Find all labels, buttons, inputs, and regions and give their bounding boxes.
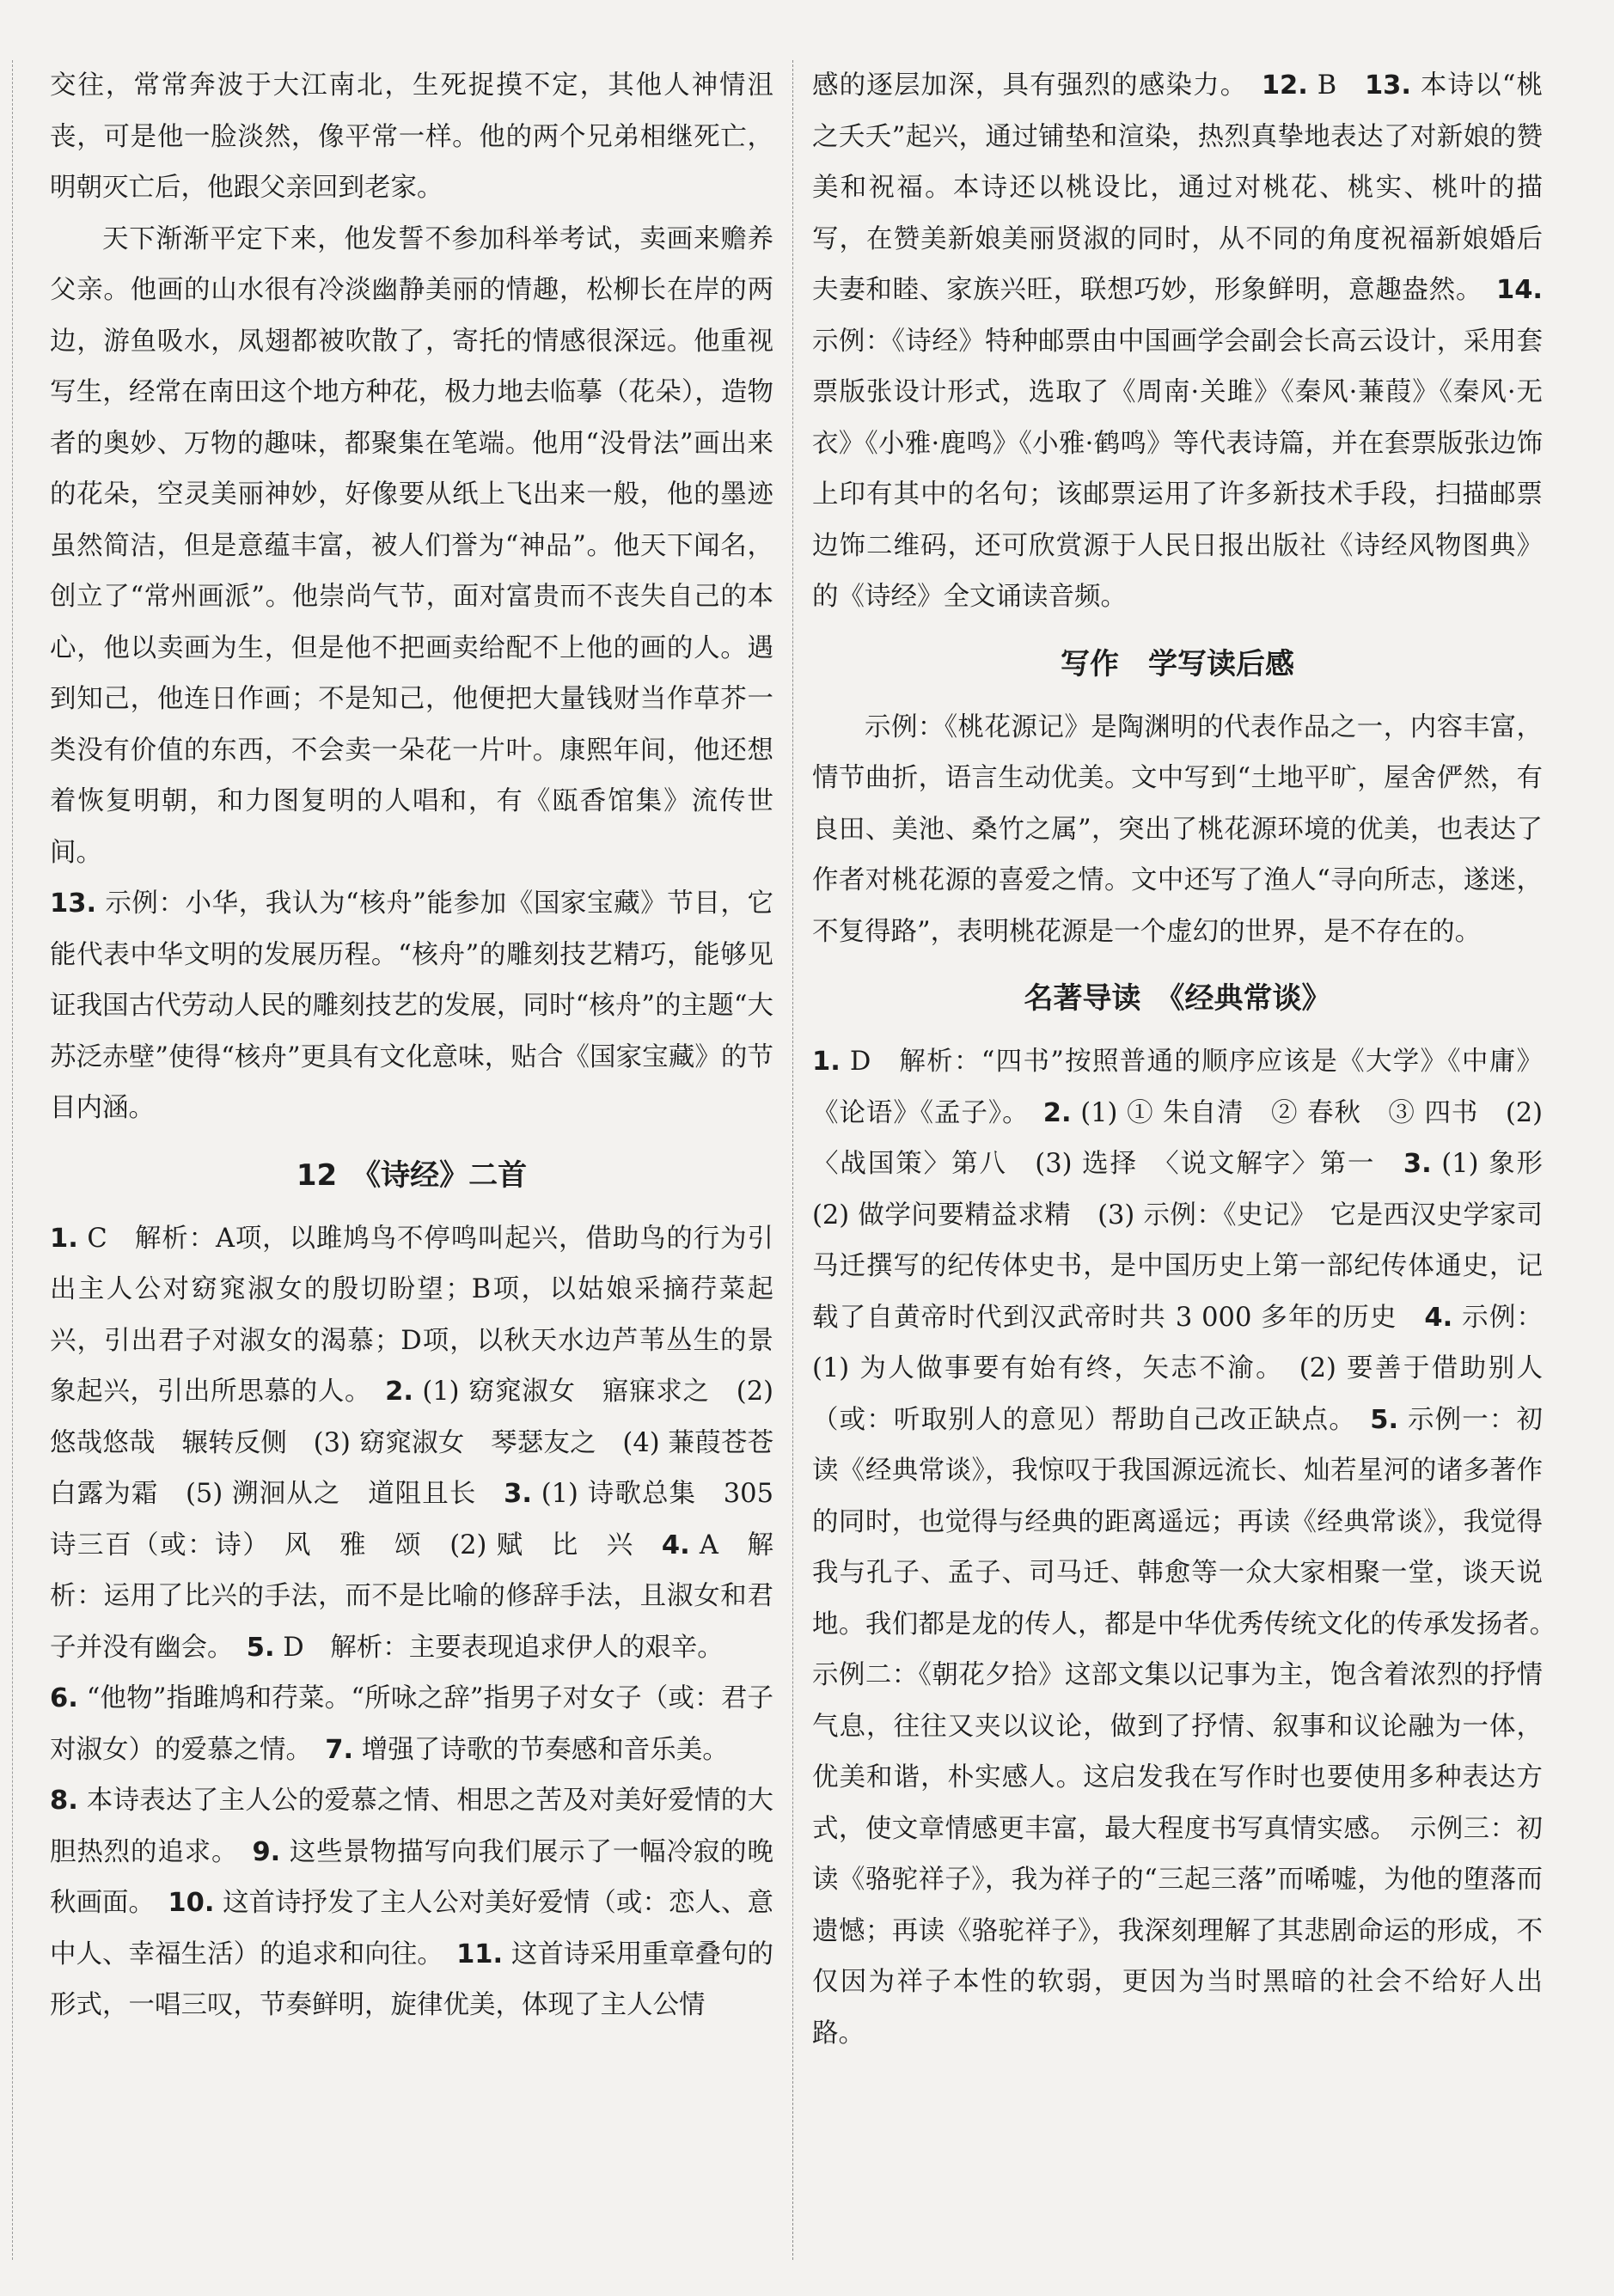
answer-number: 3. [504, 1479, 532, 1509]
answer-number: 2. [385, 1377, 413, 1407]
answer-number: 4. [1424, 1302, 1453, 1333]
answer-text: 示例：《诗经》特种邮票由中国画学会副会长高云设计，采用套票版张设计形式，选取了《周南·关雎》《秦风·蒹葭》《秦风·无衣》《小雅·鹿鸣》《小雅·鹤鸣》等代表诗篇，并在套票版张边饰上印有其中的名句；该邮票运用了许多新技术手段，扫描邮票边饰二维码，还可欣赏源于人民日报出版社《诗经风物图典》的《诗经》全文诵读音频。 [812, 326, 1543, 612]
answer-number: 14. [1495, 275, 1544, 305]
answer-number: 13. [50, 888, 97, 919]
left-margin-line [12, 60, 13, 2260]
answer-text: C 解析：A项，以雎鸠鸟不停鸣叫起兴，借助鸟的行为引出主人公对窈窕淑女的殷切盼望；B项，以姑娘采摘荇菜起兴，引出君子对淑女的渴慕；D项，以秋天水边芦苇丛生的景象起兴，引出所思慕的人。 [50, 1223, 773, 1407]
section-heading-classics: 名著导读 《经典常谈》 [1024, 981, 1331, 1016]
answer-number: 1. [812, 1047, 841, 1077]
answer-number: 12. [1261, 70, 1308, 101]
answer-text: (1) 窈窕淑女 寤寐求之 (2) 悠哉悠哉 辗转反侧 (3) 窈窕淑女 琴瑟友之 (4) 蒹葭苍苍 白露为霜 (5) 溯洄从之 道阻且长 [50, 1377, 800, 1509]
translation-paragraph-2: 天下渐渐平定下来，他发誓不参加科举考试，卖画来赡养父亲。他画的山水很有冷淡幽静美丽的情趣，松柳长在岸的两边，游鱼吸水，凤翅都被吹散了，寄托的情感很深远。他重视写生，经常在南田这个地方种花，极力地去临摹（花朵），造物者的奥妙、万物的趣味，都聚集在笔端。他用“没骨法”画出来的花朵，空灵美丽神妙，好像要从纸上飞出来一般，他的墨迹虽然简洁，但是意蕴丰富，被人们誉为“神品”。他天下闻名，创立了“常州画派”。他崇尚气节，面对富贵而不丧失自己的本心，他以卖画为生，但是他不把画卖给配不上他的画的人。遇到知己，他连日作画；不是知己，他便把大量钱财当作草芥一类没有价值的东西，不会卖一朵花一片叶。康熙年间，他还想着恢复明朝，和力图复明的人唱和，有《瓯香馆集》流传世间。 [50, 223, 773, 868]
answer-text: D 解析：“四书”按照普通的顺序应该是《大学》《中庸》《论语》《孟子》。 [812, 1047, 1543, 1128]
answer-number: 3. [1403, 1149, 1432, 1179]
answer-text: 示例：小华，我认为“核舟”能参加《国家宝藏》节目，它能代表中华文明的发展历程。“核舟”的雕刻技艺精巧，能够见证我国古代劳动人民的雕刻技艺的发展，同时“核舟”的主题“大苏泛赤壁”使得“核舟”更具有文化意味，贴合《国家宝藏》的节目内涵。 [50, 888, 773, 1123]
answer-number: 6. [50, 1683, 78, 1713]
answer-text: A 解析：运用了比兴的手法，而不是比喻的修辞手法，且淑女和君子并没有幽会。 [50, 1530, 774, 1663]
answer-text: D 解析：主要表现追求伊人的艰辛。 [283, 1632, 724, 1663]
translation-paragraph-1: 交往，常常奔波于大江南北，生死捉摸不定，其他人神情沮丧，可是他一脸淡然，像平常一样。他的两个兄弟相继死亡，明朝灭亡后，他跟父亲回到老家。 [50, 70, 773, 203]
answers-11-14 [812, 60, 1543, 623]
answer-text: B [1317, 70, 1337, 101]
left-column [50, 60, 800, 2031]
answer-number: 4. [661, 1530, 690, 1560]
answer-text: 本诗以“桃之夭夭”起兴，通过铺垫和渲染，热烈真挚地表达了对新娘的赞美和祝福。本诗还以桃设比，通过对桃花、桃实、桃叶的描写，在赞美新娘美丽贤淑的同时，从不同的角度祝福新娘婚后夫妻和睦、家族兴旺，联想巧妙，形象鲜明，意趣盎然。 [812, 70, 1544, 305]
answer-text: (1) 象形 (2) 做学问要精益求精 (3) 示例：《史记》 它是西汉史学家司马迁撰写的纪传体史书，是中国历史上第一部纪传体通史，记载了自黄帝时代到汉武帝时共 3 000 多年的历史 [812, 1149, 1569, 1333]
answer-number: 5. [1370, 1404, 1399, 1435]
answer-text: 感的逐层加深，具有强烈的感染力。 [812, 70, 1235, 101]
answer-text: (1) 诗歌总集 305 诗三百（或：诗） 风 雅 颂 (2) 赋 比 兴 [50, 1479, 800, 1560]
answer-text: 增强了诗歌的节奏感和音乐美。 [361, 1734, 729, 1765]
classics-answers [812, 1036, 1569, 2059]
answers-6-7 [50, 1673, 773, 1775]
section-heading-shijing: 12 《诗经》二首 [296, 1157, 528, 1193]
answer-number: 11. [456, 1939, 504, 1969]
answer-number: 2. [1042, 1097, 1072, 1128]
answer-number: 10. [168, 1888, 215, 1918]
answers-1-5 [50, 1213, 800, 1674]
writing-sample: 示例：《桃花源记》是陶渊明的代表作品之一，内容丰富，情节曲折，语言生动优美。文中写到“土地平旷，屋舍俨然，有良田、美池、桑竹之属”，突出了桃花源环境的优美，也表达了作者对桃花源的喜爱之情。文中还写了渔人“寻向所志，遂迷，不复得路”，表明桃花源是一个虚幻的世界，是不存在的。 [812, 711, 1543, 947]
answer-text: 这首诗采用重章叠句的形式，一唱三叹，节奏鲜明，旋律优美，体现了主人公情 [50, 1939, 774, 2020]
answer-text: (1) ① 朱自清 ② 春秋 ③ 四书 (2)〈战国策〉第八 (3) 选择 〈说文解字〉第一 [812, 1097, 1544, 1179]
answer-number: 7. [325, 1734, 354, 1765]
column-divider [792, 60, 793, 2260]
answer-13 [50, 878, 773, 1134]
answers-8-11 [50, 1775, 773, 2031]
answer-number: 13. [1364, 70, 1411, 101]
answer-number: 8. [50, 1786, 78, 1816]
answer-text: 这些景物描写向我们展示了一幅冷寂的晚秋画面。 [50, 1836, 774, 1918]
answer-text: 示例：(1) 为人做事要有始有终，矢志不渝。 (2) 要善于借助别人（或：听取别人的意见）帮助自己改正缺点。 [812, 1302, 1544, 1435]
right-column [812, 60, 1569, 2059]
answer-number: 9. [252, 1836, 281, 1867]
section-heading-writing: 写作 学写读后感 [1061, 646, 1294, 681]
answer-number: 5. [246, 1632, 275, 1663]
answer-text: 本诗表达了主人公的爱慕之情、相思之苦及对美好爱情的大胆热烈的追求。 [50, 1786, 773, 1867]
answer-number: 1. [50, 1223, 78, 1254]
answer-text: 示例一：初读《经典常谈》，我惊叹于我国源远流长、灿若星河的诸多著作的同时，也觉得与经典的距离遥远；再读《经典常谈》，我觉得我与孔子、孟子、司马迁、韩愈等一众大家相聚一堂，谈天说地。我们都是龙的传人，都是中华优秀传统文化的传承发扬者。 示例二：《朝花夕拾》这部文集以记事为主，饱含着浓烈的抒情气息，往往又夹以议论，做到了抒情、叙事和议论融为一体，优美和谐，朴实感人。这启发我在写作时也要使用多种表达方式，使文章情感更丰富，最大程度书写真情实感。 示例三：初读《骆驼祥子》，我为祥子的“三起三落”而唏嘘，为他的堕落而遗憾；再读《骆驼祥子》，我深刻理解了其悲剧命运的形成，不仅因为祥子本性的软弱，更因为当时黑暗的社会不给好人出路。 [812, 1404, 1569, 2049]
answer-text: “他物”指雎鸠和荇菜。“所咏之辞”指男子对女子（或：君子对淑女）的爱慕之情。 [50, 1683, 773, 1765]
answer-text: 这首诗抒发了主人公对美好爱情（或：恋人、意中人、幸福生活）的追求和向往。 [50, 1888, 774, 1969]
